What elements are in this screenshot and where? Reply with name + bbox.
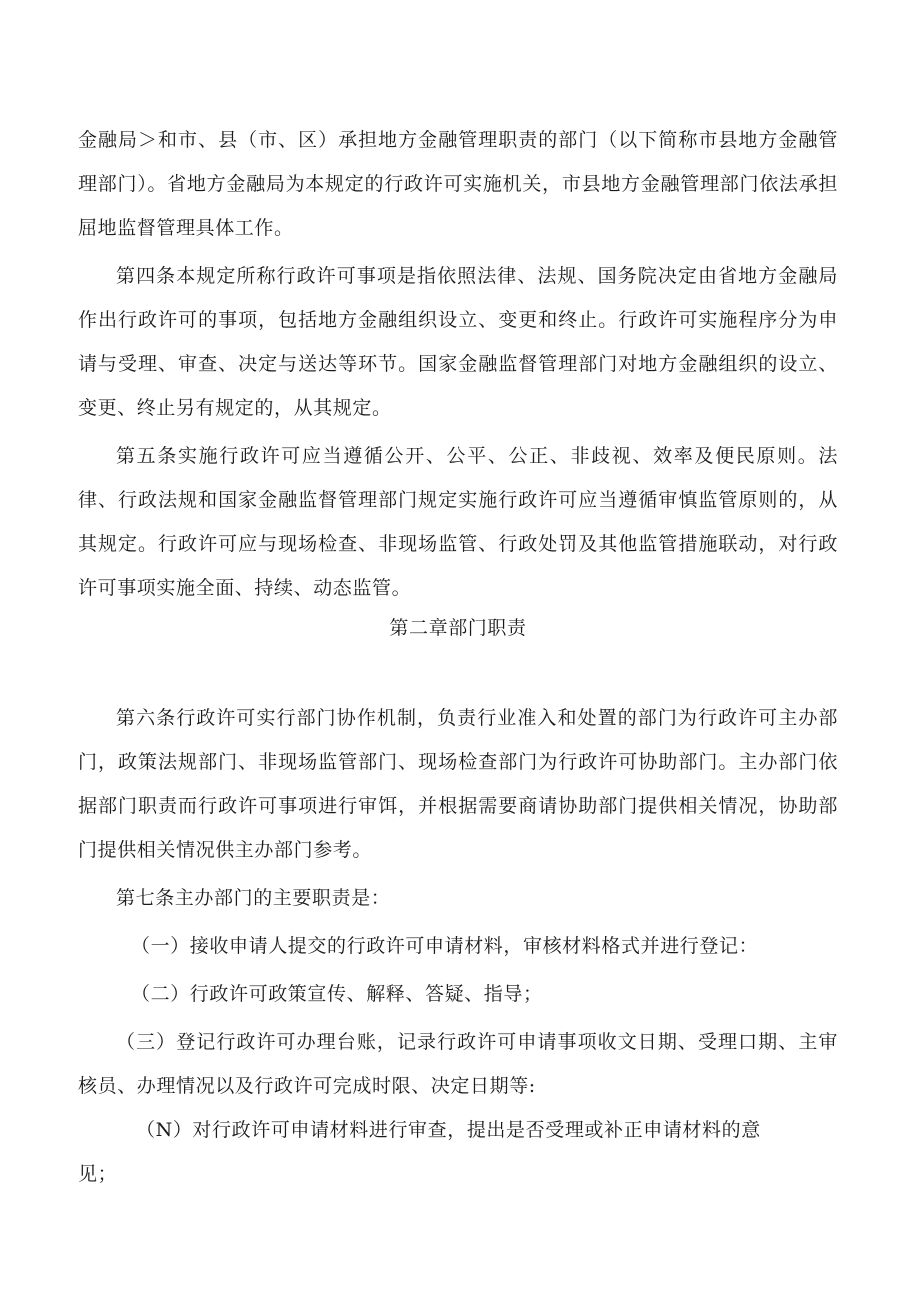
article-7: 第七条主办部门的主要职责是：: [116, 887, 391, 909]
duty-item-2: （二）行政许可政策宣传、解释、答疑、指导；: [131, 983, 543, 1005]
duty-item-1: （一）接收申请人提交的行政许可申请材料，审核材料格式并进行登记：: [131, 935, 759, 957]
paragraph-continuation: 金融局＞和市、县（市、区）承担地方金融管理职责的部门（以下简称市县地方金融管理部门）。省地方金融局为本规定的行政许可实施机关，市县地方金融管理部门依法承担屈地监督管理具体工作。: [78, 129, 838, 239]
duty-item-4-line-2: 见；: [78, 1163, 118, 1185]
chapter-2-heading: 第二章部门职责: [389, 617, 527, 639]
article-5: 第五条实施行政许可应当遵循公开、公平、公正、非歧视、效率及便民原则。法律、行政法规和国家金融监督管理部门规定实施行政许可应当遵循审慎监管原则的，从其规定。行政许可应与现场检查、非现场监管、行政处罚及其他监管措施联动，对行政许可事项实施全面、持续、动态监管。: [78, 445, 838, 599]
duty-item-3: （三）登记行政许可办理台账，记录行政许可申请事项收文日期、受理口期、主审核员、办理情况以及行政许可完成时限、决定日期等:: [78, 1031, 838, 1097]
article-6: 第六条行政许可实行部门协作机制，负责行业准入和处置的部门为行政许可主办部门，政策法规部门、非现场监管部门、现场检查部门为行政许可协助部门。主办部门依据部门职责而行政许可事项进行审饵，并根据需要商请协助部门提供相关情况，协助部门提供相关情况供主办部门参考。: [78, 707, 838, 861]
document-body: [78, 118, 838, 1196]
duty-item-4-line-1: （N）对行政许可申请材料进行审查，提出是否受理或补正申请材料的意: [136, 1119, 761, 1141]
article-4: 第四条本规定所称行政许可事项是指依照法律、法规、国务院决定由省地方金融局作出行政许可的事项，包括地方金融组织设立、变更和终止。行政许可实施程序分为申请与受理、审查、决定与送达等环节。国家金融监督管理部门对地方金融组织的设立、变更、终止另有规定的，从其规定。: [78, 265, 838, 419]
